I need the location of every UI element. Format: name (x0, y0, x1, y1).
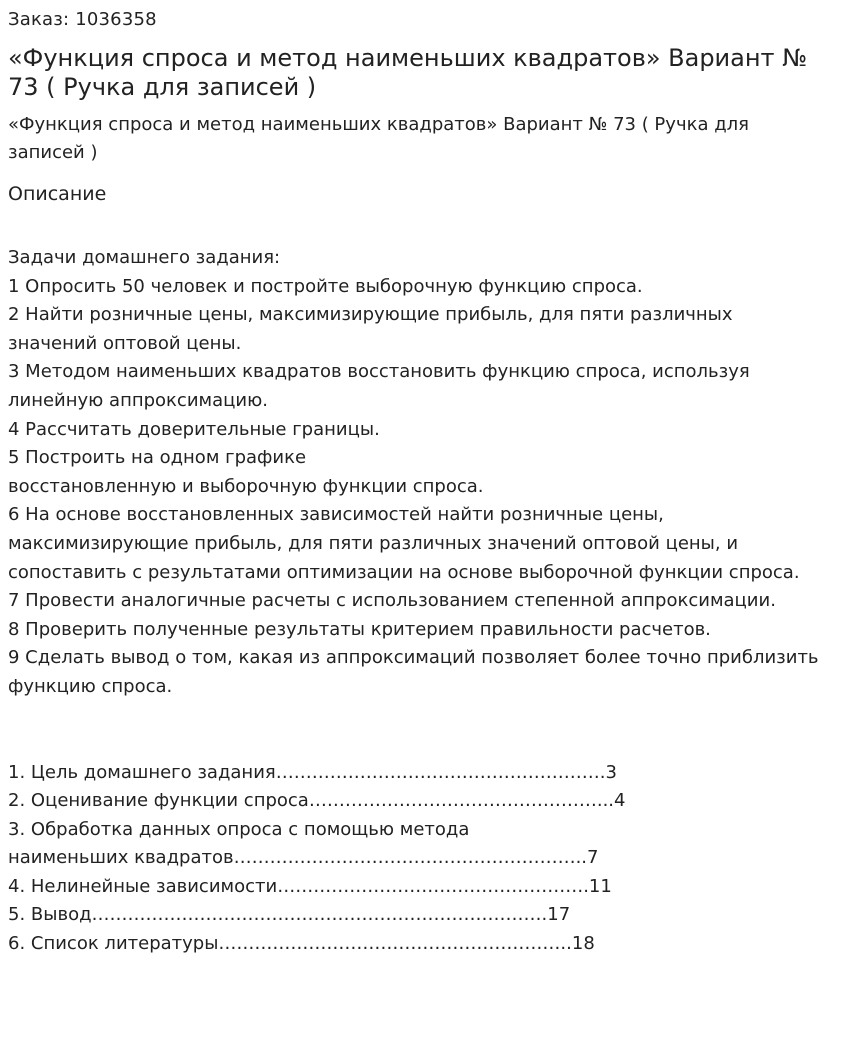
order-number: Заказ: 1036358 (8, 9, 157, 30)
task-item: 5 Построить на одном графике (8, 447, 307, 469)
page-title: «Функция спроса и метод наименьших квадратов» Вариант № 73 ( Ручка для записей ) (8, 44, 808, 101)
toc-entry: 2. Оценивание функции спроса…………………………………………...4 (8, 790, 626, 812)
task-item: 3 Методом наименьших квадратов восстановить функцию спроса, используя линейную аппроксимацию. (8, 361, 750, 411)
toc-entry-continuation: наименьших квадратов…………………………………………………..7 (8, 847, 599, 869)
task-item: 4 Рассчитать доверительные границы. (8, 418, 380, 440)
task-item: 6 На основе восстановленных зависимостей найти розничные цены, максимизирующие прибыль, для пяти различных значений оптовой цены, и сопоставить с результатами оптимизации на основе выборочной функции спроса. (8, 504, 800, 583)
task-item: 8 Проверить полученные результаты критерием правильности расчетов. (8, 618, 711, 640)
task-item: 2 Найти розничные цены, максимизирующие прибыль, для пяти различных значений оптовой цены. (8, 304, 733, 354)
description-heading: Описание (8, 183, 107, 205)
task-item: 9 Сделать вывод о том, какая из аппроксимаций позволяет более точно приблизить функцию спроса. (8, 647, 819, 697)
task-item: 1 Опросить 50 человек и постройте выборочную функцию спроса. (8, 275, 643, 297)
toc-entry: 3. Обработка данных опроса с помощью метода (8, 818, 470, 840)
task-item-continuation: восстановленную и выборочную функции спроса. (8, 475, 484, 497)
task-list (8, 244, 823, 702)
toc-entry: 4. Нелинейные зависимости…………………………………………….11 (8, 875, 612, 897)
task-list-heading: Задачи домашнего задания: (8, 247, 281, 268)
toc-entry: 5. Вывод………………………………………………………………….17 (8, 904, 571, 926)
page-subtitle: «Функция спроса и метод наименьших квадратов» Вариант № 73 ( Ручка для записей ) (8, 114, 749, 163)
table-of-contents (8, 759, 823, 959)
toc-entry: 1. Цель домашнего задания……………………………………………….3 (8, 761, 617, 783)
toc-entry: 6. Список литературы…………………………………………………..18 (8, 933, 595, 955)
task-item: 7 Провести аналогичные расчеты с использованием степенной аппроксимации. (8, 590, 776, 612)
